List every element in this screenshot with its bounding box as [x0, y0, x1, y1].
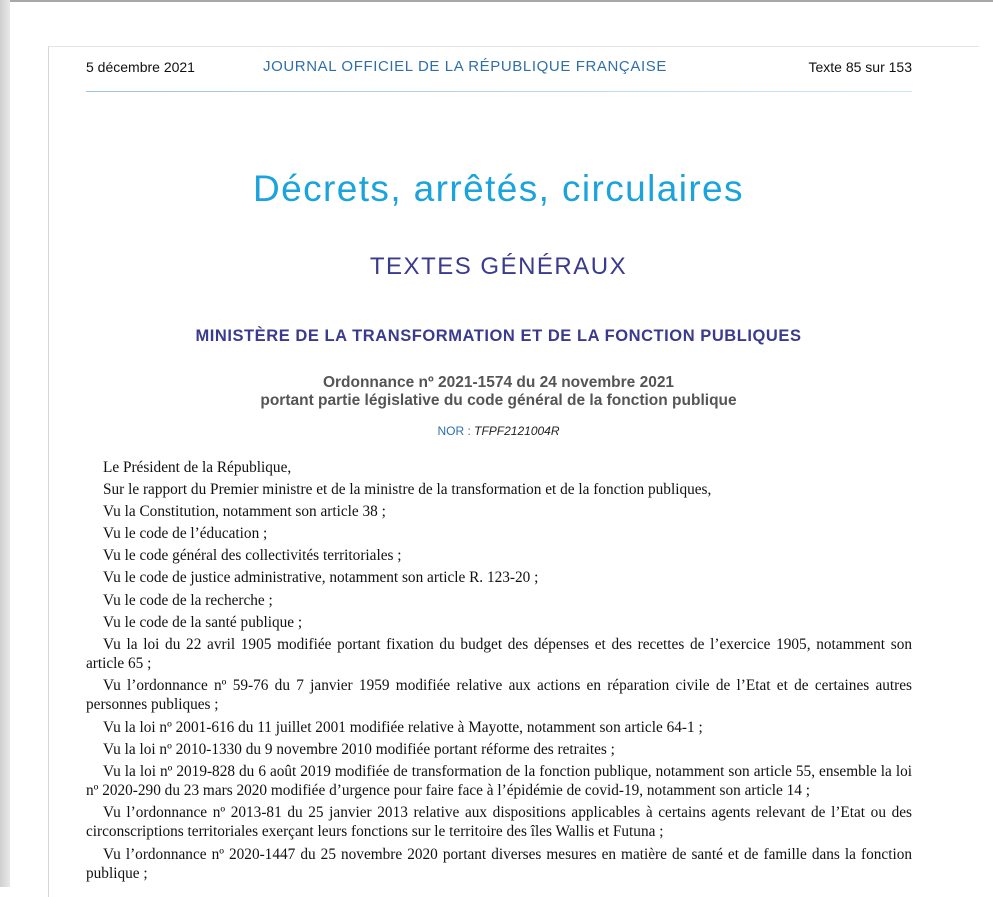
header-divider: [86, 91, 912, 92]
section-heading: Décrets, arrêtés, circulaires: [253, 168, 744, 209]
paragraph: Vu le code de la santé publique ;: [103, 613, 303, 631]
paragraph: Sur le rapport du Premier ministre et de la ministre de la transformation et de la fonction publiques,: [103, 481, 712, 499]
paragraph: Vu la loi nº 2019-828 du 6 août 2019 modifiée de transformation de la fonction publique, notamment son article 55, ensemble la loi nº 2020-290 du 23 mars 2020 modifiée d’urgence pour faire face à l’épidémie de covid-19, notamment son article 14 ;: [86, 762, 912, 800]
paragraph: Vu la loi du 22 avril 1905 modifiée portant fixation du budget des dépenses et des recettes de l’exercice 1905, notamment son article 65 ;: [86, 635, 912, 673]
header-journal-title: JOURNAL OFFICIEL DE LA RÉPUBLIQUE FRANÇAISE: [263, 58, 667, 75]
document-title-line2: portant partie législative du code général de la fonction publique: [260, 392, 737, 409]
paragraph: Vu l’ordonnance nº 2020-1447 du 25 novembre 2020 portant diverses mesures en matière de santé et de famille dans la fonction publique ;: [86, 845, 912, 882]
document-body: [86, 458, 912, 886]
ministry-heading: MINISTÈRE DE LA TRANSFORMATION ET DE LA FONCTION PUBLIQUES: [195, 327, 802, 345]
document-title-line1: Ordonnance nº 2021-1574 du 24 novembre 2021: [322, 374, 675, 391]
paragraph: Vu la Constitution, notamment son article 38 ;: [103, 503, 386, 521]
paragraph: Le Président de la République,: [103, 459, 292, 476]
header-date: 5 décembre 2021: [86, 59, 195, 75]
paragraph: Vu l’ordonnance nº 2013-81 du 25 janvier 2013 relative aux dispositions applicables à certains agents relevant de l’Etat ou des circonscriptions territoriales exerçant leurs fonctions sur le territoire des îles Wallis et Futuna ;: [86, 804, 912, 841]
viewer-left-border: [0, 0, 10, 887]
subsection-heading: TEXTES GÉNÉRAUX: [369, 253, 628, 280]
paragraph: Vu la loi nº 2001-616 du 11 juillet 2001 modifiée relative à Mayotte, notamment son article 64-1 ;: [103, 718, 703, 736]
paragraph: Vu l’ordonnance nº 59-76 du 7 janvier 1959 modifiée relative aux actions en réparation civile de l’Etat et de certaines autres personnes publiques ;: [86, 677, 912, 714]
paragraph: Vu le code de justice administrative, notamment son article R. 123-20 ;: [103, 569, 539, 587]
nor-code: TFPF2121004R: [474, 424, 560, 438]
document-title: [0, 374, 993, 410]
paragraph: Vu le code de la recherche ;: [103, 591, 273, 609]
page-header: [86, 59, 912, 79]
nor-reference: [0, 424, 993, 438]
paragraph: Vu le code de l’éducation ;: [103, 525, 268, 543]
paragraph: Vu la loi nº 2010-1330 du 9 novembre 2010 modifiée portant réforme des retraites ;: [103, 740, 615, 758]
nor-label: NOR :: [437, 424, 471, 438]
paragraph: Vu le code général des collectivités territoriales ;: [103, 547, 402, 565]
header-text-number: Texte 85 sur 153: [808, 59, 912, 75]
viewer-top-border: [0, 0, 993, 2]
